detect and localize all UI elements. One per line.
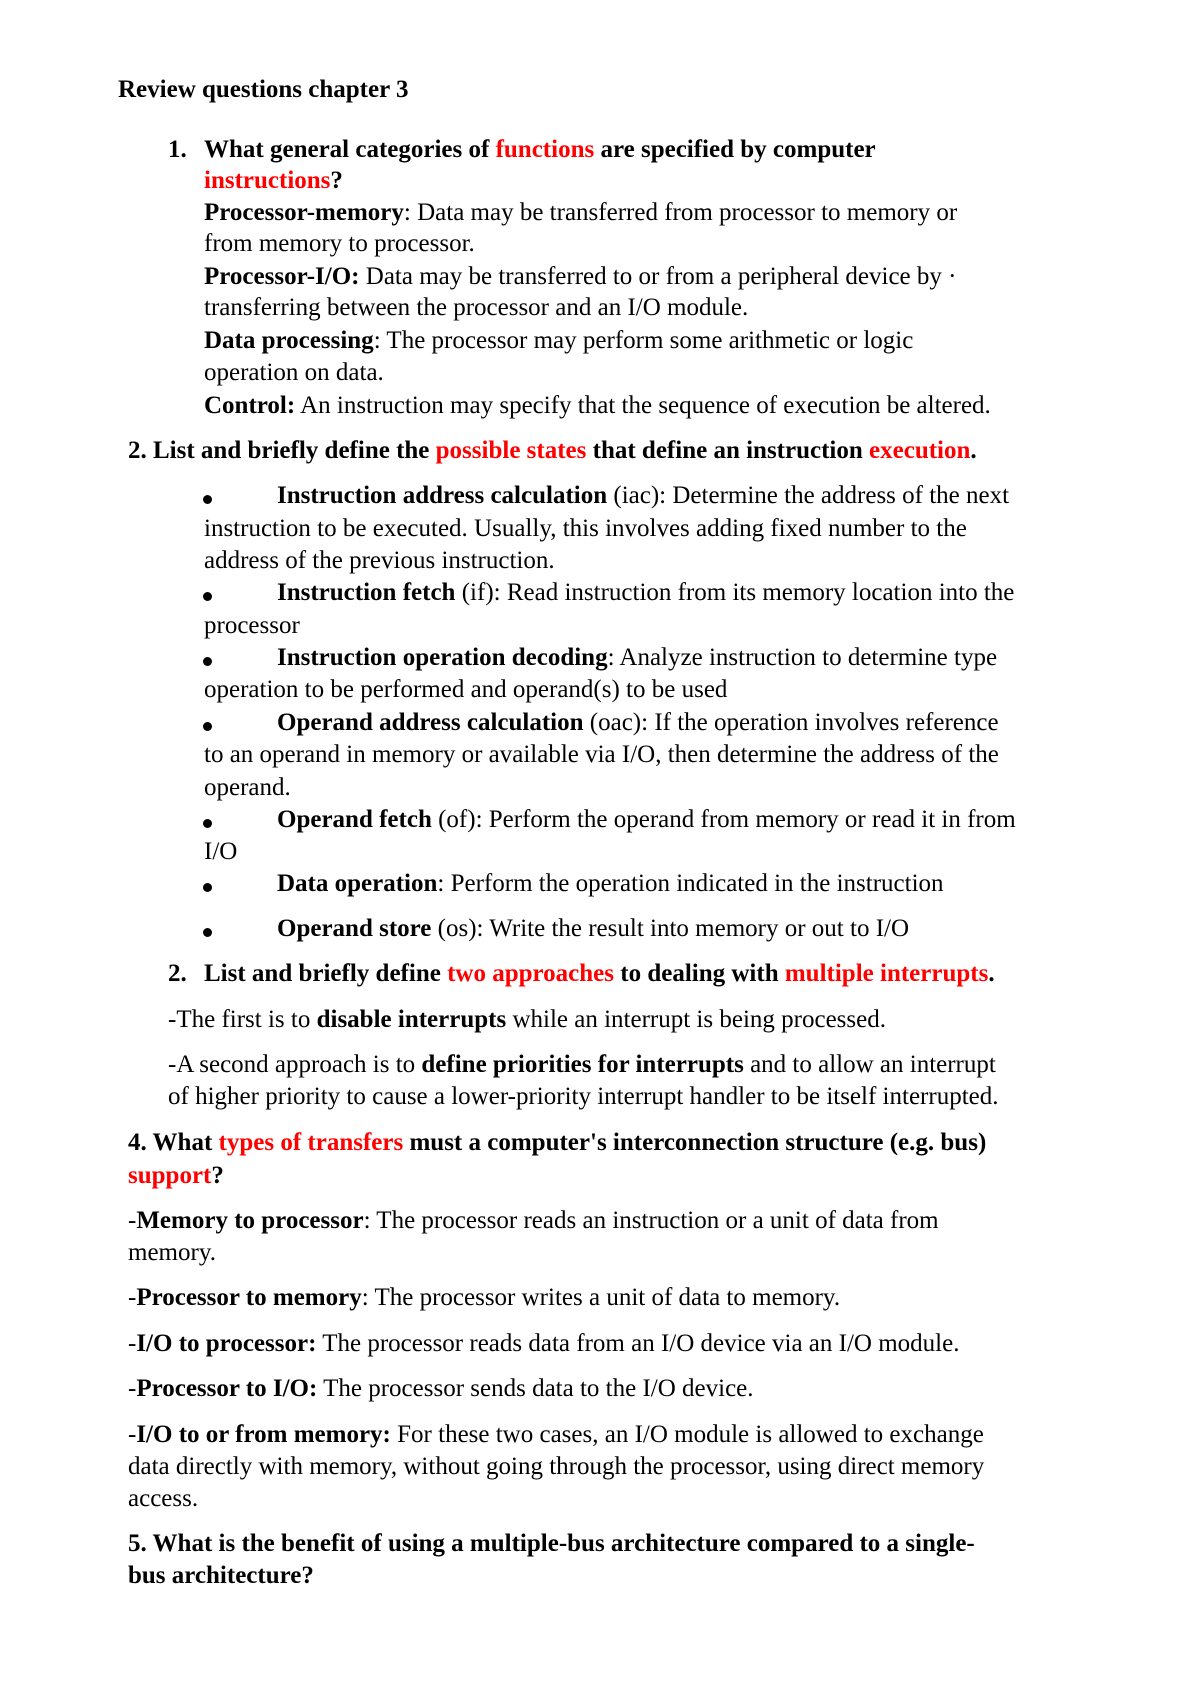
state-oac-cont1: to an operand in memory or available via I/O, then determine the address of the bbox=[204, 741, 999, 768]
q1-answer-control: Control: An instruction may specify that the sequence of execution be altered. bbox=[204, 392, 991, 419]
q4-heading: 4. What types of transfers must a computer's interconnection structure (e.g. bus) bbox=[128, 1129, 987, 1156]
q5-heading-cont: bus architecture? bbox=[128, 1562, 314, 1589]
bullet-icon bbox=[203, 928, 212, 937]
q1-answer-processor-memory-cont: from memory to processor. bbox=[204, 230, 475, 257]
bullet-icon bbox=[203, 883, 212, 892]
q1-keyword-instructions: instructions bbox=[204, 167, 331, 194]
q4-answer-memory-to-processor-cont: memory. bbox=[128, 1239, 216, 1266]
q3-keyword-two-approaches: two approaches bbox=[447, 960, 614, 987]
q4-answer-processor-to-io: -Processor to I/O: The processor sends data to the I/O device. bbox=[128, 1375, 754, 1402]
q4-answer-io-memory: -I/O to or from memory: For these two cases, an I/O module is allowed to exchange bbox=[128, 1421, 984, 1448]
q1-answer-processor-memory: Processor-memory: Data may be transferred from processor to memory or bbox=[204, 199, 958, 226]
q3-answer-priorities-cont: of higher priority to cause a lower-priority interrupt handler to be itself interrupted. bbox=[168, 1083, 999, 1110]
bullet-icon bbox=[203, 657, 212, 666]
state-oac: Operand address calculation (oac): If the operation involves reference bbox=[277, 709, 999, 736]
state-of: Operand fetch (of): Perform the operand from memory or read it in from bbox=[277, 806, 1016, 833]
q4-heading-cont: support? bbox=[128, 1162, 224, 1189]
q1-answer-processor-io-cont: transferring between the processor and an I/O module. bbox=[204, 294, 749, 321]
q2-keyword-execution: execution bbox=[869, 437, 971, 464]
state-iod-cont: operation to be performed and operand(s) to be used bbox=[204, 676, 728, 703]
state-os: Operand store (os): Write the result into memory or out to I/O bbox=[277, 915, 910, 942]
state-iac-cont1: instruction to be executed. Usually, this involves adding fixed number to the bbox=[204, 515, 967, 542]
q3-keyword-multiple-interrupts: multiple interrupts bbox=[784, 960, 989, 987]
q1-answer-data-processing-cont: operation on data. bbox=[204, 359, 384, 386]
state-if-cont: processor bbox=[204, 612, 300, 639]
document-title: Review questions chapter 3 bbox=[118, 76, 409, 103]
q4-keyword-support: support bbox=[128, 1162, 212, 1189]
bullet-icon bbox=[203, 592, 212, 601]
q1-heading: What general categories of functions are specified by computer bbox=[204, 136, 876, 163]
state-iac-cont2: address of the previous instruction. bbox=[204, 547, 555, 574]
q3-answer-disable: -The first is to disable interrupts while an interrupt is being processed. bbox=[168, 1006, 886, 1033]
q4-keyword-types-of-transfers: types of transfers bbox=[218, 1129, 404, 1156]
q3-heading: List and briefly define two approaches to dealing with multiple interrupts. bbox=[204, 960, 995, 987]
q4-answer-io-memory-cont1: data directly with memory, without going through the processor, using direct memory bbox=[128, 1453, 985, 1480]
state-iod: Instruction operation decoding: Analyze instruction to determine type bbox=[277, 644, 998, 671]
bullet-icon bbox=[203, 819, 212, 828]
q4-answer-memory-to-processor: -Memory to processor: The processor reads an instruction or a unit of data from bbox=[128, 1207, 939, 1234]
q3-answer-priorities: -A second approach is to define priorities for interrupts and to allow an interrupt bbox=[168, 1051, 996, 1078]
bullet-icon bbox=[203, 722, 212, 731]
q2-keyword-possible-states: possible states bbox=[435, 437, 587, 464]
q4-answer-io-memory-cont2: access. bbox=[128, 1485, 199, 1512]
bullet-icon bbox=[203, 495, 212, 504]
state-iac: Instruction address calculation (iac): Determine the address of the next bbox=[277, 482, 1010, 509]
q5-heading: 5. What is the benefit of using a multiple-bus architecture compared to a single- bbox=[128, 1530, 975, 1557]
state-data-operation: Data operation: Perform the operation indicated in the instruction bbox=[277, 870, 944, 897]
state-if: Instruction fetch (if): Read instruction from its memory location into the bbox=[277, 579, 1015, 606]
q1-answer-data-processing: Data processing: The processor may perform some arithmetic or logic bbox=[204, 327, 914, 354]
q1-heading-cont: instructions? bbox=[204, 167, 343, 194]
q1-number: 1. bbox=[168, 136, 187, 163]
q1-answer-processor-io: Processor-I/O: Data may be transferred to or from a peripheral device by · bbox=[204, 263, 957, 290]
q2-heading: 2. List and briefly define the possible states that define an instruction execution. bbox=[128, 437, 977, 464]
q1-keyword-functions: functions bbox=[495, 136, 595, 163]
q3-number: 2. bbox=[168, 960, 187, 987]
state-of-cont: I/O bbox=[204, 838, 238, 865]
q4-answer-processor-to-memory: -Processor to memory: The processor writes a unit of data to memory. bbox=[128, 1284, 841, 1311]
state-oac-cont2: operand. bbox=[204, 774, 291, 801]
q4-answer-io-to-processor: -I/O to processor: The processor reads data from an I/O device via an I/O module. bbox=[128, 1330, 960, 1357]
